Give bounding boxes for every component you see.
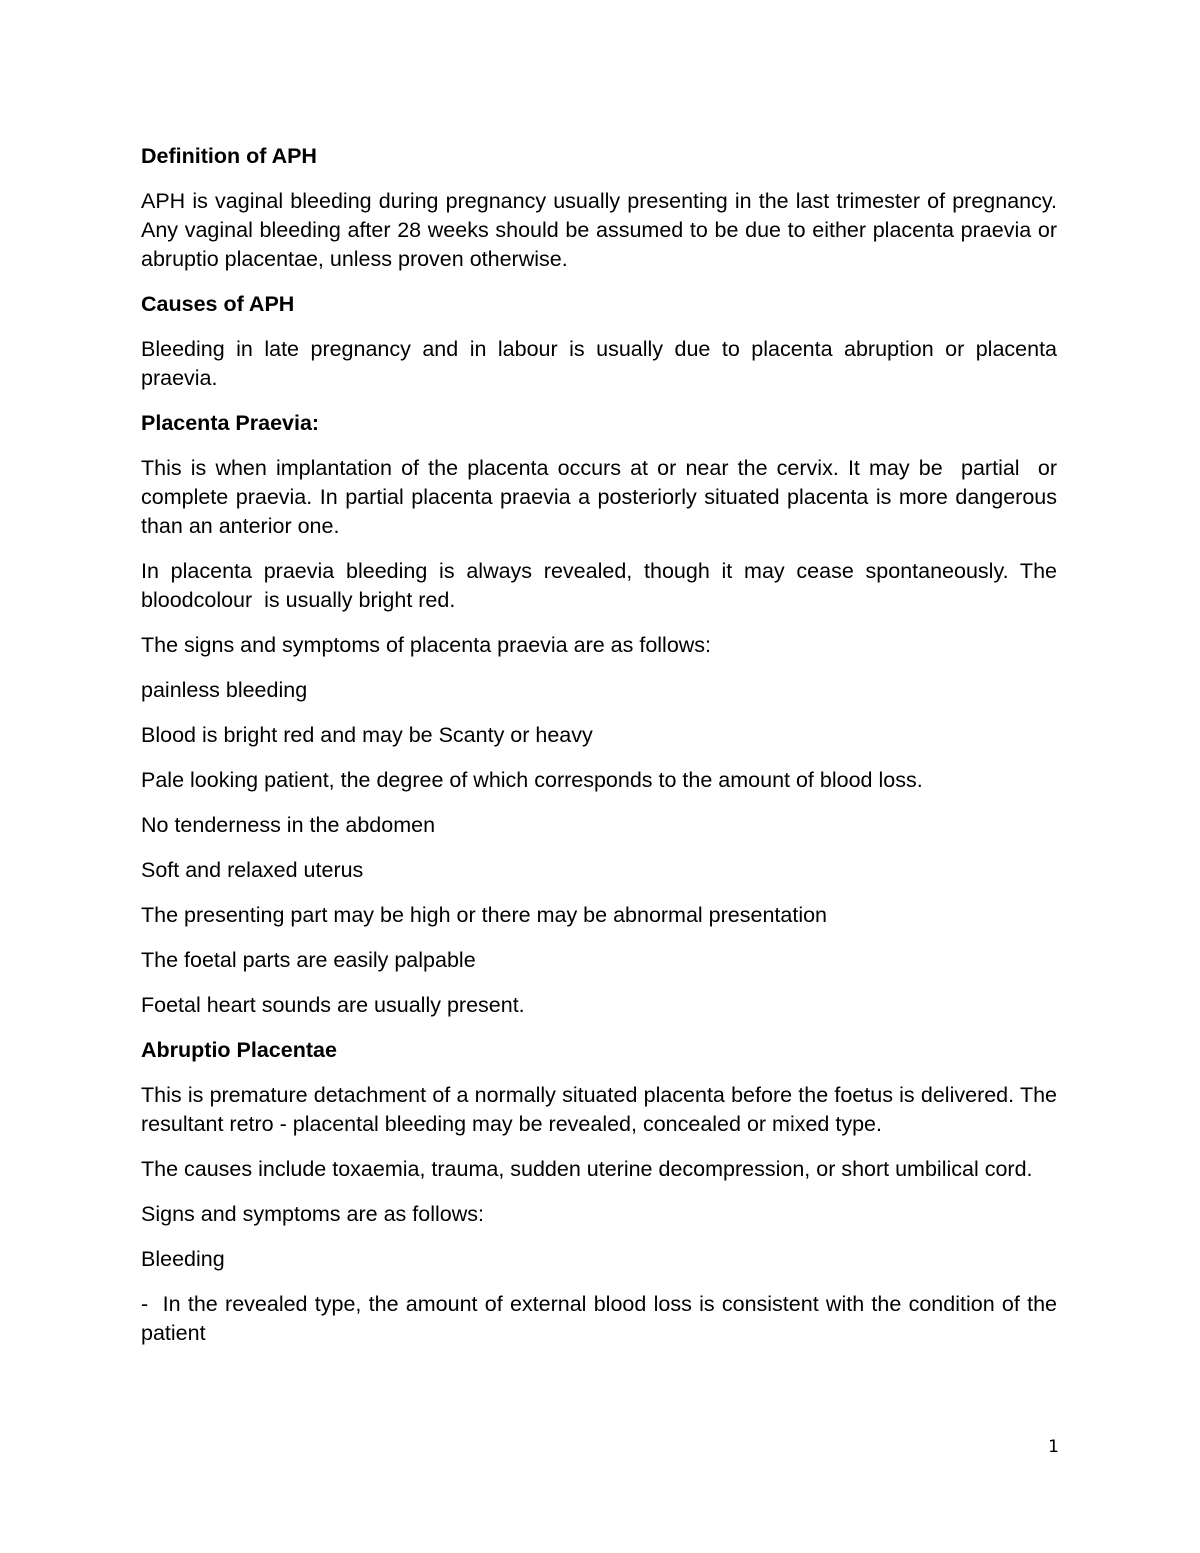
- symptom-item: Blood is bright red and may be Scanty or heavy: [141, 723, 593, 747]
- paragraph: This is when implantation of the placenta occurs at or near the cervix. It may be partial or complete praevia. In partial placenta praevia a posteriorly situated placenta is more dangerous than an anterior one.: [141, 456, 1069, 538]
- paragraph: Signs and symptoms are as follows:: [141, 1202, 484, 1226]
- paragraph: APH is vaginal bleeding during pregnancy usually presenting in the last trimester of pregnancy. Any vaginal bleeding after 28 weeks should be assumed to be due to either placenta praevia or abruptio placentae, unless proven otherwise.: [141, 189, 1057, 271]
- symptom-item: The foetal parts are easily palpable: [141, 948, 476, 972]
- heading-causes-of-aph: Causes of APH: [141, 292, 295, 316]
- symptom-item: The presenting part may be high or there may be abnormal presentation: [141, 903, 828, 927]
- paragraph: The causes include toxaemia, trauma, sudden uterine decompression, or short umbilical cord.: [141, 1157, 1033, 1181]
- symptom-item: No tenderness in the abdomen: [141, 813, 436, 837]
- page-number: 1: [1048, 1437, 1059, 1457]
- paragraph: This is premature detachment of a normally situated placenta before the foetus is delivered. The resultant retro - placental bleeding may be revealed, concealed or mixed type.: [141, 1083, 1057, 1136]
- heading-definition-of-aph: Definition of APH: [141, 144, 317, 168]
- paragraph: In placenta praevia bleeding is always revealed, though it may cease spontaneously. The bloodcolour is usually bright red.: [141, 559, 1069, 612]
- heading-placenta-praevia: Placenta Praevia:: [141, 411, 320, 435]
- symptom-item: Pale looking patient, the degree of which corresponds to the amount of blood loss.: [141, 768, 923, 792]
- paragraph: - In the revealed type, the amount of external blood loss is consistent with the condition of the patient: [141, 1292, 1063, 1345]
- heading-abruptio-placentae: Abruptio Placentae: [141, 1038, 337, 1062]
- document-body: [141, 142, 1069, 1364]
- symptom-item: painless bleeding: [141, 678, 308, 702]
- symptom-item: Foetal heart sounds are usually present.: [141, 993, 525, 1017]
- paragraph: The signs and symptoms of placenta praevia are as follows:: [141, 633, 712, 657]
- paragraph: Bleeding in late pregnancy and in labour is usually due to placenta abruption or placenta praevia.: [141, 337, 1057, 390]
- symptom-item: Soft and relaxed uterus: [141, 858, 364, 882]
- paragraph: Bleeding: [141, 1247, 225, 1271]
